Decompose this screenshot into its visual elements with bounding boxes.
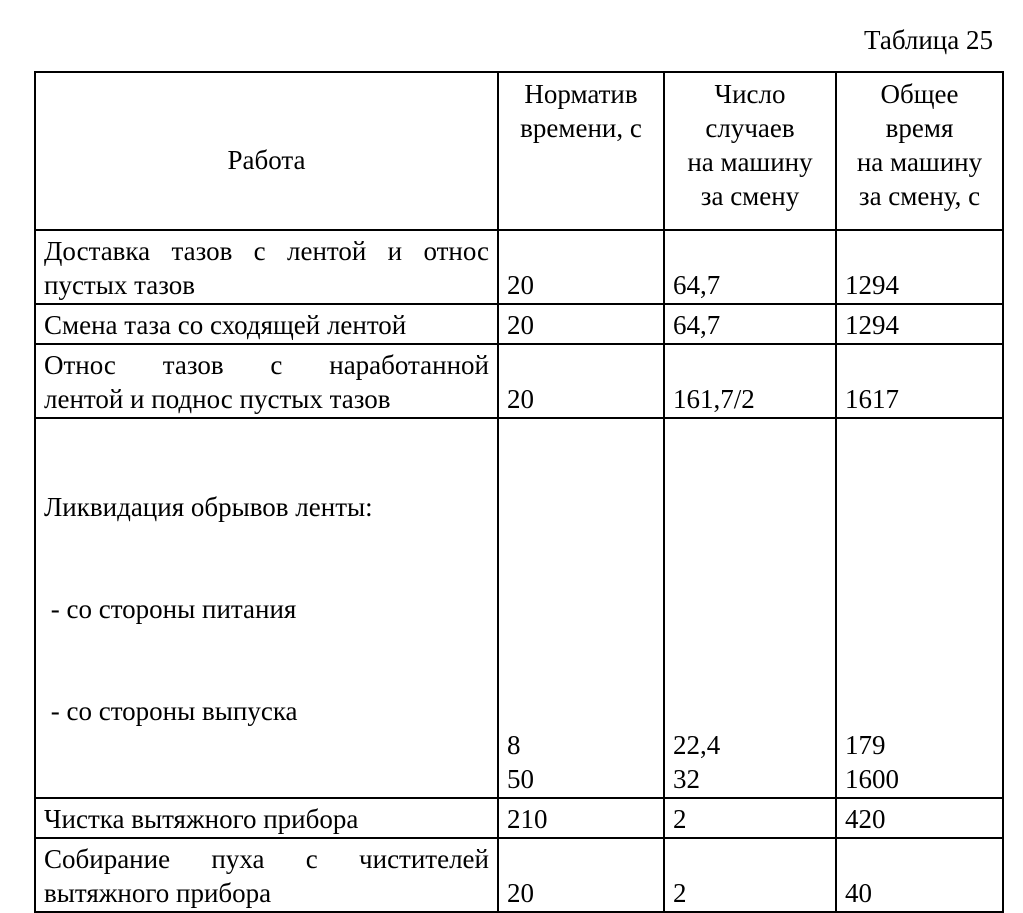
- cell-norm: 210: [498, 798, 664, 838]
- cell-work: Чистка вытяжного прибора: [35, 798, 498, 838]
- cell-total: 420: [836, 798, 1003, 838]
- cell-work: Относ тазов с наработанной лентой и поднос пустых тазов: [35, 344, 498, 418]
- table-row: [35, 798, 1003, 838]
- work-time-table: [34, 71, 1004, 913]
- cell-norm: 20: [498, 838, 664, 912]
- cell-count: 161,7/2: [664, 344, 836, 418]
- cell-total: 179 1600: [836, 418, 1003, 798]
- header-norm: Норматив времени, с: [498, 72, 664, 230]
- cell-norm: 8 50: [498, 418, 664, 798]
- cell-work: Смена таза со сходящей лентой: [35, 304, 498, 344]
- table-row: [35, 230, 1003, 304]
- table-row: [35, 304, 1003, 344]
- cell-total: 1617: [836, 344, 1003, 418]
- cell-work: Собирание пуха с чистителей вытяжного прибора: [35, 838, 498, 912]
- cell-total: 40: [836, 838, 1003, 912]
- cell-norm: 20: [498, 230, 664, 304]
- cell-count: 2: [664, 798, 836, 838]
- cell-norm: 20: [498, 304, 664, 344]
- table-caption: Таблица 25: [864, 25, 993, 55]
- cell-count: 64,7: [664, 230, 836, 304]
- cell-count: 64,7: [664, 304, 836, 344]
- cell-count: 22,4 32: [664, 418, 836, 798]
- cell-work: Доставка тазов с лентой и относ пустых тазов: [35, 230, 498, 304]
- header-total: Общее время на машину за смену, с: [836, 72, 1003, 230]
- header-count: Число случаев на машину за смену: [664, 72, 836, 230]
- cell-count: 2: [664, 838, 836, 912]
- table-row: [35, 344, 1003, 418]
- table-header-row: [35, 72, 1003, 230]
- header-work: Работа: [35, 72, 498, 230]
- table-row: [35, 418, 1003, 798]
- cell-total: 1294: [836, 230, 1003, 304]
- cell-norm: 20: [498, 344, 664, 418]
- cell-work: Ликвидация обрывов ленты: - со стороны питания - со стороны выпуска: [35, 418, 498, 798]
- cell-total: 1294: [836, 304, 1003, 344]
- table-row: [35, 838, 1003, 912]
